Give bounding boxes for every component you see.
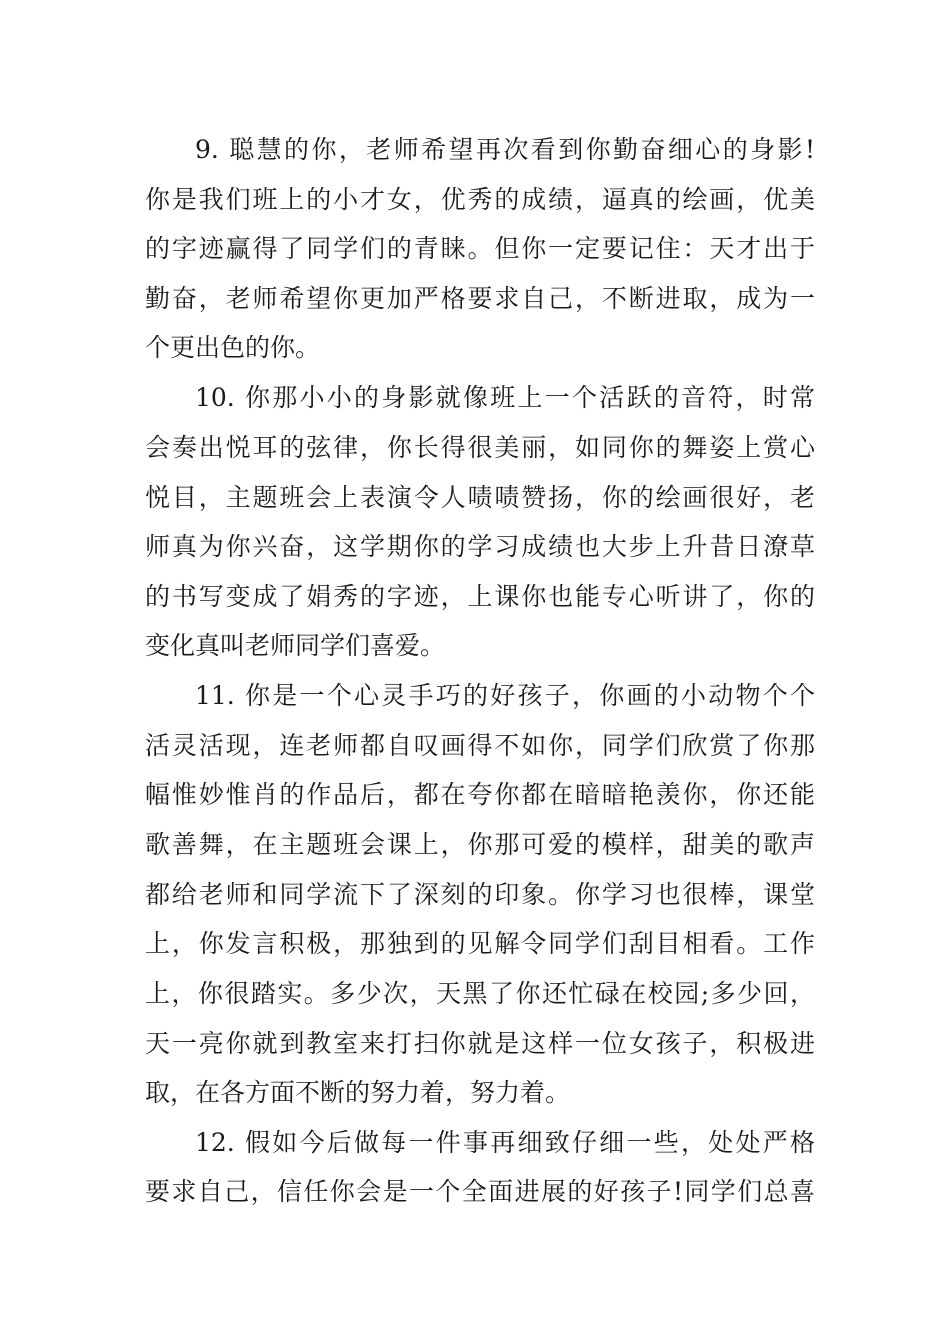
- paragraph-9-line-3: 的字迹赢得了同学们的青睐。但你一定要记住：天才出于: [145, 234, 815, 263]
- paragraph-10-line-3: 悦目，主题班会上表演令人啧啧赞扬，你的绘画很好，老: [145, 483, 815, 512]
- paragraph-11-line-8: 天一亮你就到教室来打扫你就是这样一位女孩子，积极进: [145, 1029, 815, 1058]
- paragraph-10-line-2: 会奏出悦耳的弦律，你长得很美丽，如同你的舞姿上赏心: [145, 433, 815, 462]
- paragraph-11-line-5: 都给老师和同学流下了深刻的印象。你学习也很棒，课堂: [145, 880, 815, 909]
- paragraph-11-line-6: 上，你发言积极，那独到的见解令同学们刮目相看。工作: [145, 929, 815, 958]
- paragraph-12-line-2: 要求自己，信任你会是一个全面进展的好孩子!同学们总喜: [145, 1177, 815, 1206]
- paragraph-11-line-2: 活灵活现，连老师都自叹画得不如你，同学们欣赏了你那: [145, 731, 815, 760]
- paragraph-11-line-9: 取，在各方面不断的努力着，努力着。: [145, 1078, 571, 1107]
- paragraph-10-line-5: 的书写变成了娟秀的字迹，上课你也能专心听讲了，你的: [145, 582, 815, 611]
- paragraph-11-line-3: 幅惟妙惟肖的作品后，都在夸你都在暗暗艳羡你，你还能: [145, 780, 815, 809]
- paragraph-10-line-6: 变化真叫老师同学们喜爱。: [145, 631, 446, 660]
- paragraph-10-line-4: 师真为你兴奋，这学期你的学习成绩也大步上升昔日潦草: [145, 532, 815, 561]
- paragraph-11-line-1: 11. 你是一个心灵手巧的好孩子，你画的小动物个个: [195, 681, 815, 710]
- paragraph-9-line-2: 你是我们班上的小才女，优秀的成绩，逼真的绘画，优美: [145, 185, 815, 214]
- paragraph-9-line-1: 9. 聪慧的你，老师希望再次看到你勤奋细心的身影!: [195, 135, 815, 164]
- paragraph-11-line-4: 歌善舞，在主题班会课上，你那可爱的模样，甜美的歌声: [145, 830, 815, 859]
- paragraph-9-line-5: 个更出色的你。: [145, 333, 321, 362]
- paragraph-12-line-1: 12. 假如今后做每一件事再细致仔细一些，处处严格: [195, 1128, 815, 1157]
- paragraph-11-line-7: 上，你很踏实。多少次，天黑了你还忙碌在校园;多少回，: [145, 979, 815, 1008]
- paragraph-9-line-4: 勤奋，老师希望你更加严格要求自己，不断进取，成为一: [145, 284, 815, 313]
- paragraph-10-line-1: 10. 你那小小的身影就像班上一个活跃的音符，时常: [195, 383, 815, 412]
